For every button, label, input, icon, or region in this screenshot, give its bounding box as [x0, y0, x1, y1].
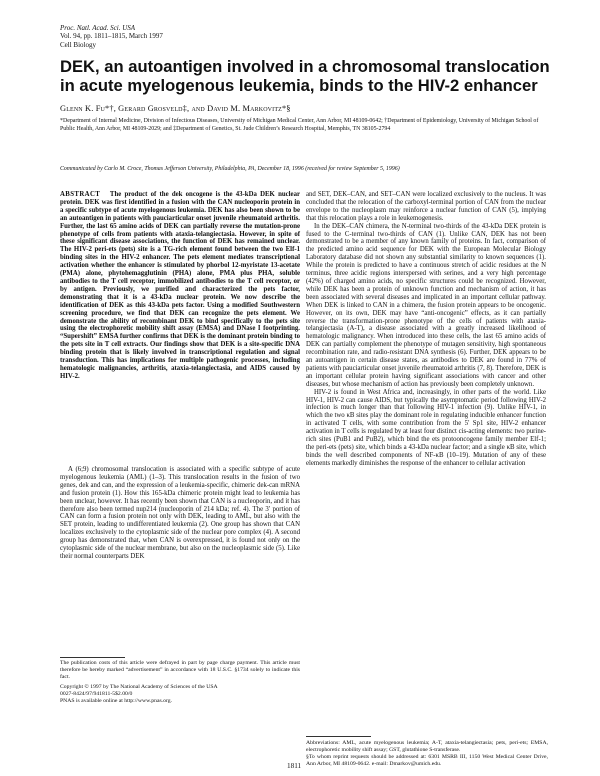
- footnote-copyright: Copyright © 1997 by The National Academy of Sciences of the USA: [60, 683, 218, 690]
- publication-footnote: [60, 660, 300, 705]
- section-name: Cell Biology: [60, 40, 96, 49]
- affiliations: *Department of Internal Medicine, Division of Infectious Diseases, University of Michigan Medical Center, Ann Arbor, MI 48109-0642; †Department of Epidemiology, University of Michigan School of Public Health, Ann Arbor, MI 48109-2029; and ‡Department of Genetics, St. Jude Children’s Research Hospital, Memphis, TN 38105-2794: [60, 118, 539, 132]
- body-paragraph: and SET, DEK–CAN, and SET–CAN were localized exclusively to the nucleus. It was concluded that the relocation of the carboxyl-terminal portion of CAN from the nuclear envelope to the nucleoplasm may reinforce a nuclear function of CAN (5), implying that this relocation plays a role in leukemogenesis.: [306, 191, 546, 222]
- footnote-divider: [60, 657, 125, 658]
- abstract-label: ABSTRACT: [60, 191, 101, 198]
- footnote-divider: [306, 736, 371, 737]
- footnote-advertisement: The publication costs of this article were defrayed in part by page charge payment. This article must therefore be hereby marked “advertisement” in accordance with 18 U.S.C. §1734 solely to indicate this fact.: [60, 660, 300, 681]
- body-left-column: [60, 466, 300, 656]
- footnote-abbreviations: Abbreviations: AML, acute myelogenous leukemia; A-T, ataxia-telangiectasia; pets, peri-ets; EMSA, electrophoretic mobility shift assay; GST, glutathione S-transferase.: [306, 740, 548, 754]
- communicated-by: Communicated by Carlo M. Croce, Thomas Jefferson University, Philadelphia, PA, December 18, 1996 (received for review September 5, 1996): [60, 166, 400, 172]
- journal-name: Proc. Natl. Acad. Sci. USA: [60, 24, 136, 32]
- paper-title: DEK, an autoantigen involved in a chromosomal translocation in acute myelogenous leukemia, binds to the HIV-2 enhancer: [60, 57, 550, 95]
- body-right-column: [306, 191, 546, 736]
- author-list: Glenn K. Fu*†, Gerard Grosveld‡, and David M. Markovitz*§: [60, 104, 291, 113]
- page-number: 1811: [287, 762, 302, 770]
- abbreviations-footnote: [306, 740, 548, 768]
- body-paragraph: A (6;9) chromosomal translocation is associated with a specific subtype of acute myelogenous leukemia (AML) (1–3). This translocation results in the fusion of two genes, dek and can, and the expression of a leukemia-specific, chimeric dek-can mRNA and fusion protein (1). How this 165-kDa chimeric protein might lead to leukemia has been unclear, however. It has recently been shown that CAN is a nucleoporin, and it has therefore also been termed nup214 (nucleoporin of 214 kDa; ref. 4). The 3′ portion of CAN can form a fusion protein not only with DEK, leading to AML, but also with the SET protein, leading to undifferentiated leukemia (2). One group has shown that CAN localizes exclusively to the cytoplasmic side of the nuclear pore complex (4). A second group has demonstrated that, when CAN is overexpressed, it is found not only on the cytoplasmic side of the nuclear membrane, but also on the nucleoplasmic side (5). Like their normal counterparts DEK: [60, 466, 300, 560]
- abstract-block: [60, 191, 300, 461]
- footnote-online: PNAS is available online at http://www.pnas.org.: [60, 698, 172, 705]
- abstract-text: The product of the dek oncogene is the 43-kDa DEK nuclear protein. DEK was first identified in a fusion with the CAN nucleoporin protein in a specific subtype of acute myelogenous leukemia. DEK has also been shown to be an autoantigen in patients with pauciarticular onset juvenile rheumatoid arthritis. Further, the last 65 amino acids of DEK can partially reverse the mutation-prone phenotype of cells from patients with ataxia-telangiectasia. However, in spite of these significant disease associations, the function of DEK has remained unclear. The HIV-2 peri-ets (pets) site is a TG-rich element found between the two Elf-1 binding sites in the HIV-2 enhancer. The pets element mediates transcriptional activation whether the enhancer is stimulated by phorbol 12-myristate 13-acetate (PMA) alone, phytohemagglutinin (PHA) alone, PMA plus PHA, soluble antibodies to the T cell receptor, immobilized antibodies to the T cell receptor, or by antigen. Previously, we purified and characterized the pets factor, demonstrating that it is a 43-kDa nuclear protein. We now describe the identification of DEK as this 43-kDa pets factor. Using a modified Southwestern screening procedure, we find that DEK can recognize the pets element. We demonstrate the ability of recombinant DEK to bind specifically to the pets site using the electrophoretic mobility shift assay (EMSA) and DNase I footprinting. “Supershift” EMSA further confirms that DEK is the dominant protein binding to the pets site in T cell extracts. Our findings show that DEK is a site-specific DNA binding protein that is likely involved in transcriptional regulation and signal transduction. This has implications for multiple pathogenic processes, including hematologic malignancies, arthritis, ataxia-telangiectasia, and AIDS caused by HIV-2.: [60, 191, 300, 380]
- footnote-reprint: §To whom reprint requests should be addressed at: 6301 MSRB III, 1150 West Medical Center Drive, Ann Arbor, MI 48109-0642. e-mail: Dmarkov@umich.edu.: [306, 754, 548, 768]
- footnote-issn: 0027-8424/97/941811-5$2.00/0: [60, 690, 133, 697]
- abstract-paragraph: [60, 191, 300, 381]
- body-paragraph: In the DEK–CAN chimera, the N-terminal two-thirds of the 43-kDa DEK protein is fused to the C-terminal two-thirds of CAN (1). Unlike CAN, DEK has not been demonstrated to be a member of any known family of proteins. In fact, comparison of the predicted amino acid sequence for DEK with the European Molecular Biology Laboratory database did not shown any substantial similarity to known sequences (1). While the protein is predicted to have a continuous stretch of acidic residues at the N terminus, three acidic regions interspersed with serines, and a very high percentage (42%) of charged amino acids, no specific structures could be recognized. However, while DEK has been a protein of unknown function and mechanism of action, it has been associated with several diseases and implicated in an important cellular pathway. When DEK is linked to CAN in a chimera, the fusion protein appears to be oncogenic. However, on its own, DEK may have “anti-oncogenic” effects, as it can partially reverse the transformation-prone phenotype of the cells of patients with ataxia-telangiectasia (A-T), a disease associated with a greatly increased likelihood of hematologic malignancy. When introduced into these cells, the last 65 amino acids of DEK can partially complement the phenotype of mutagen sensitivity, high spontaneous recombination rate, and radio-resistant DNA synthesis (6). Further, DEK appears to be an autoantigen in certain disease states, as antibodies to DEK are found in 77% of patients with pauciarticular onset juvenile rheumatoid arthritis (7, 8). Therefore, DEK is an important cellular protein having significant associations with cancer and other diseases, but whose mechanism of action has previously been completely unknown.: [306, 222, 546, 388]
- body-paragraph: HIV-2 is found in West Africa and, increasingly, in other parts of the world. Like HIV-1, HIV-2 can cause AIDS, but typically the asymptomatic period following HIV-2 infection is much longer than that following HIV-1 infection (9). Unlike HIV-1, in which the two κB sites play the dominant role in regulating inducible enhancer function in activated T cells, with some contribution from the 5′ Sp1 site, HIV-2 enhancer activation in T cells is regulated by at least four distinct cis-acting elements: two purine-rich sites (PuB1 and PuB2), which bind the ets protooncogene family member Elf-1; the peri-ets (pets) site, which binds a 43-kDa nuclear factor; and a single κB site, which binds the well described components of NF-κB (10–19). Mutation of any of these elements markedly diminishes the response of the enhancer to cellular activation: [306, 388, 546, 467]
- volume-info: Vol. 94, pp. 1811–1815, March 1997: [60, 32, 163, 41]
- journal-header: [60, 24, 360, 49]
